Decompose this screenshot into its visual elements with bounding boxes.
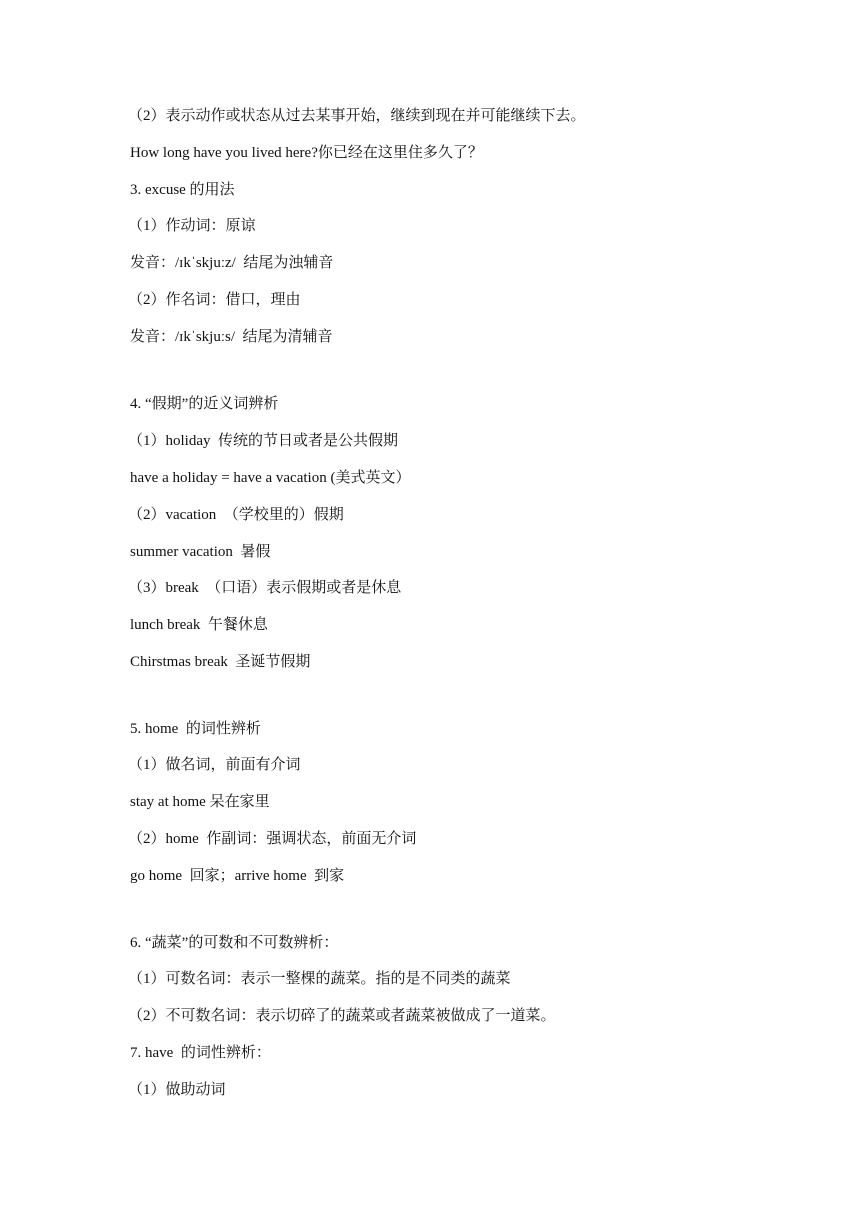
section-heading: 7. have 的词性辨析： bbox=[130, 1045, 271, 1061]
section-heading: 3. excuse 的用法 bbox=[130, 182, 235, 198]
text-line: （2）vacation （学校里的）假期 bbox=[128, 507, 344, 523]
text-line: How long have you lived here?你已经在这里住多久了？ bbox=[130, 145, 483, 161]
text-line: （1）可数名词：表示一整棵的蔬菜。指的是不同类的蔬菜 bbox=[128, 971, 511, 987]
text-line: （2）不可数名词：表示切碎了的蔬菜或者蔬菜被做成了一道菜。 bbox=[128, 1008, 556, 1024]
text-line: 发音：/ɪkˈskjuːz/ 结尾为浊辅音 bbox=[130, 255, 334, 271]
section-heading: 5. home 的词性辨析 bbox=[130, 721, 261, 737]
text-line: （2）home 作副词：强调状态，前面无介词 bbox=[128, 831, 417, 847]
text-line: （1）holiday 传统的节日或者是公共假期 bbox=[128, 433, 398, 449]
text-line: （3）break （口语）表示假期或者是休息 bbox=[128, 580, 402, 596]
text-line: Chirstmas break 圣诞节假期 bbox=[130, 654, 311, 670]
text-line: （1）做助动词 bbox=[128, 1082, 226, 1098]
text-line: （2）表示动作或状态从过去某事开始，继续到现在并可能继续下去。 bbox=[128, 108, 586, 124]
text-line: go home 回家；arrive home 到家 bbox=[130, 868, 345, 884]
text-line: 发音：/ɪkˈskjuːs/ 结尾为清辅音 bbox=[130, 329, 333, 345]
text-line: summer vacation 暑假 bbox=[130, 544, 271, 560]
text-line: lunch break 午餐休息 bbox=[130, 617, 268, 633]
section-heading: 4. “假期”的近义词辨析 bbox=[130, 396, 279, 412]
text-line: have a holiday = have a vacation (美式英文） bbox=[130, 470, 411, 486]
text-line: （1）做名词，前面有介词 bbox=[128, 757, 301, 773]
text-line: （2）作名词：借口，理由 bbox=[128, 292, 301, 308]
text-line: stay at home 呆在家里 bbox=[130, 794, 270, 810]
text-line: （1）作动词：原谅 bbox=[128, 218, 256, 234]
section-heading: 6. “蔬菜”的可数和不可数辨析： bbox=[130, 935, 339, 951]
